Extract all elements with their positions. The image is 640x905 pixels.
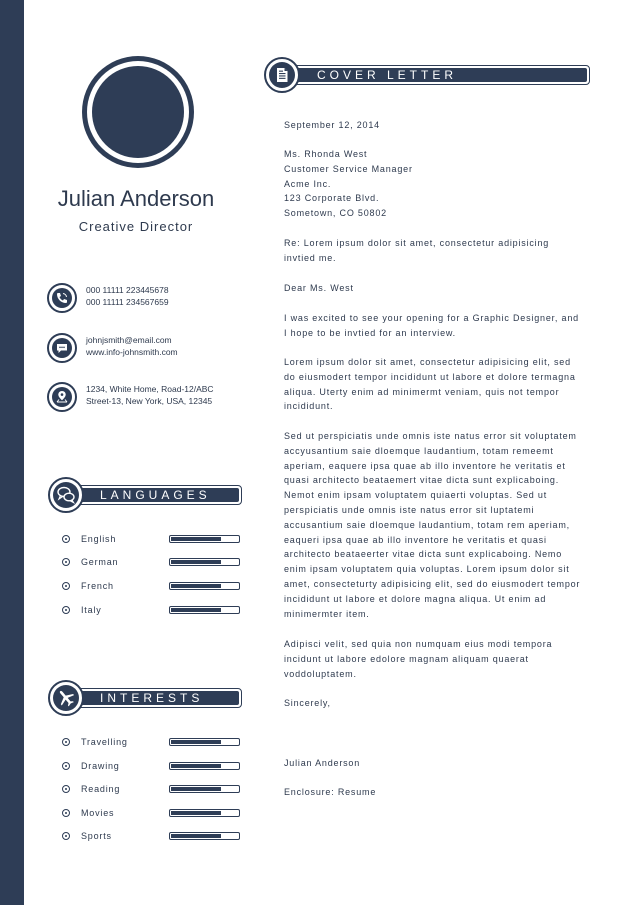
interest-row bbox=[62, 760, 242, 772]
language-row bbox=[62, 580, 242, 592]
languages-header bbox=[48, 477, 242, 513]
languages-heading: LANGUAGES bbox=[100, 488, 211, 502]
interest-label: Travelling bbox=[81, 737, 128, 747]
paragraph-line: Adipisci velit, sed quia non numquam eius modi tempora bbox=[284, 639, 553, 649]
bullet-icon bbox=[62, 809, 70, 817]
language-row bbox=[62, 533, 242, 545]
bullet-icon bbox=[62, 558, 70, 566]
letter-enclosure: Enclosure: Resume bbox=[284, 787, 377, 797]
letter-paragraph-1 bbox=[284, 311, 589, 341]
cover-letter-heading: COVER LETTER bbox=[317, 68, 458, 82]
paragraph-line: eaqueri ipsa quae ab illo inventore he veritatis et quasi bbox=[284, 534, 547, 545]
document-icon bbox=[264, 57, 300, 93]
paragraph-line: perspiciatis unde omnis iste natus error sit luptatemi bbox=[284, 504, 535, 515]
paragraph-line: quasi architecto beataemert vitae dicta sunt explicaboing. bbox=[284, 475, 560, 486]
phone-line-1: 000 11111 223445678 bbox=[86, 285, 169, 295]
email-text[interactable]: johnjsmith@email.com bbox=[86, 335, 172, 345]
paragraph-line: Lorem ipsum dolor sit amet, consectetur adipisicing elit, sed bbox=[284, 357, 571, 367]
bullet-icon bbox=[62, 738, 70, 746]
interests-heading: INTERESTS bbox=[100, 691, 204, 705]
paragraph-line: minimermter item. bbox=[284, 608, 370, 619]
speech-bubbles-icon bbox=[48, 477, 84, 513]
paragraph-line: aliqua. Uterty enim ad minimermt veniam, quis not tempor bbox=[284, 386, 560, 397]
paragraph-line: voddoluptatem. bbox=[284, 668, 357, 679]
language-label: German bbox=[81, 557, 119, 567]
paragraph-line: incididunt ut labore et dolore magna aliqua. Ut enim ad bbox=[284, 593, 547, 604]
paragraph-line: aperiam, eaquere ipsa quae ab illo inventore he veritatis et bbox=[284, 460, 566, 471]
interests-header bbox=[48, 680, 242, 716]
language-level-bar bbox=[169, 582, 240, 590]
interest-row bbox=[62, 736, 242, 748]
letter-paragraph-3 bbox=[284, 429, 589, 621]
interest-level-bar bbox=[169, 809, 240, 817]
interest-label: Movies bbox=[81, 808, 115, 818]
phone-icon bbox=[47, 283, 77, 313]
language-label: French bbox=[81, 581, 114, 591]
paragraph-line: Nemot enim ipsam voluptatem quiaerti voluptas. Sed ut bbox=[284, 490, 548, 501]
interest-row bbox=[62, 783, 242, 795]
sidebar-stripe bbox=[0, 0, 24, 905]
letter-closing: Sincerely, bbox=[284, 698, 331, 708]
language-level-bar bbox=[169, 558, 240, 566]
paragraph-line: enim ipsam voluptatem quia voluptas. Lorem ipsum dolor sit bbox=[284, 564, 570, 575]
language-level-bar bbox=[169, 606, 240, 614]
language-row bbox=[62, 604, 242, 616]
re-line: invtied me. bbox=[284, 252, 337, 263]
paragraph-line: do eiusmodert tempor incididunt ut labore et dolore termagna bbox=[284, 371, 576, 382]
phone-line-2: 000 11111 234567659 bbox=[86, 297, 169, 307]
letter-date: September 12, 2014 bbox=[284, 120, 380, 130]
interest-label: Sports bbox=[81, 831, 112, 841]
letter-signature: Julian Anderson bbox=[284, 758, 361, 768]
recipient-line: Customer Service Manager bbox=[284, 163, 413, 174]
bullet-icon bbox=[62, 762, 70, 770]
paragraph-line: Sed ut perspiciatis unde omnis iste natus error sit voluptatem bbox=[284, 431, 577, 441]
website-text[interactable]: www.info-johnsmith.com bbox=[86, 347, 178, 357]
interest-label: Reading bbox=[81, 784, 121, 794]
letter-recipient bbox=[284, 147, 589, 221]
profile-title: Creative Director bbox=[78, 219, 194, 234]
language-label: English bbox=[81, 534, 117, 544]
bullet-icon bbox=[62, 785, 70, 793]
language-level-bar bbox=[169, 535, 240, 543]
recipient-line: Sometown, CO 50802 bbox=[284, 208, 387, 219]
cover-letter-header bbox=[264, 57, 590, 93]
recipient-line: Ms. Rhonda West bbox=[284, 149, 368, 159]
paragraph-line: architecto beataeerter vitae dicta sunt explicaboing. Nemo bbox=[284, 549, 563, 560]
interest-level-bar bbox=[169, 762, 240, 770]
interest-row bbox=[62, 830, 242, 842]
letter-paragraph-4 bbox=[284, 637, 589, 681]
letter-re bbox=[284, 236, 589, 266]
interest-level-bar bbox=[169, 785, 240, 793]
paragraph-line: incidunt ut labore edolore magnam aliquam quaerat bbox=[284, 653, 529, 664]
bullet-icon bbox=[62, 606, 70, 614]
interest-level-bar bbox=[169, 738, 240, 746]
interest-level-bar bbox=[169, 832, 240, 840]
paragraph-line: I was excited to see your opening for a Graphic Designer, and bbox=[284, 313, 579, 323]
address-line-1: 1234, White Home, Road-12/ABC bbox=[86, 384, 214, 394]
letter-paragraph-2 bbox=[284, 355, 589, 414]
location-icon bbox=[47, 382, 77, 412]
paragraph-line: incididunt. bbox=[284, 401, 334, 412]
bullet-icon bbox=[62, 832, 70, 840]
interest-row bbox=[62, 807, 242, 819]
bullet-icon bbox=[62, 582, 70, 590]
address-line-2: Street-13, New York, USA, 12345 bbox=[86, 396, 213, 406]
re-line: Re: Lorem ipsum dolor sit amet, consectetur adipisicing bbox=[284, 238, 550, 248]
paragraph-line: I hope to be invtied for an interview. bbox=[284, 327, 456, 338]
letter-salutation: Dear Ms. West bbox=[284, 283, 354, 293]
bullet-icon bbox=[62, 535, 70, 543]
chat-icon bbox=[47, 333, 77, 363]
avatar bbox=[82, 56, 194, 168]
language-row bbox=[62, 556, 242, 568]
paragraph-line: amet, consecteturty adipisicing elit, sed do eiusmodert tempor bbox=[284, 578, 581, 589]
profile-name: Julian Anderson bbox=[57, 186, 215, 211]
recipient-line: 123 Corporate Blvd. bbox=[284, 193, 380, 204]
airplane-icon bbox=[48, 680, 84, 716]
interest-label: Drawing bbox=[81, 761, 120, 771]
language-label: Italy bbox=[81, 605, 102, 615]
paragraph-line: accyusantium saie dloemque laudantium, totam remeemt bbox=[284, 445, 554, 456]
recipient-line: Acme Inc. bbox=[284, 178, 332, 189]
paragraph-line: accusantium saie dloemque laudantium, totam rem aperiam, bbox=[284, 519, 570, 530]
